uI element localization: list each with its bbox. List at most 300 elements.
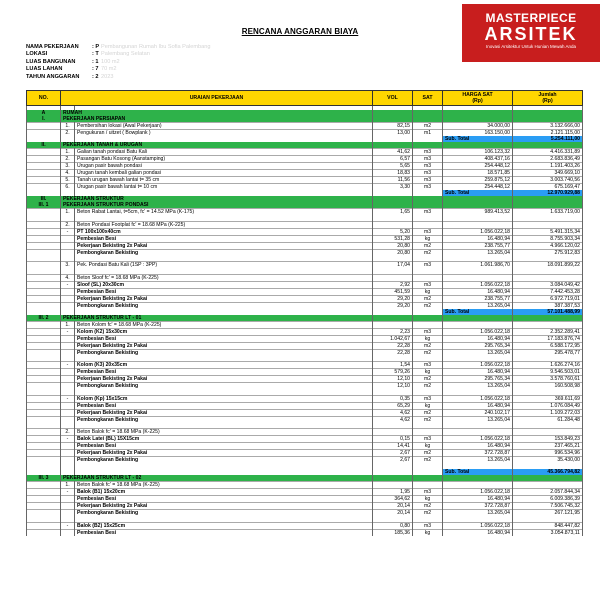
row-no-cell: [27, 321, 61, 328]
item-total: 3.054.873,11: [513, 529, 583, 536]
item-total: 267.121,95: [513, 510, 583, 517]
subtotal-label: Sub. Total: [443, 469, 513, 475]
row-no-cell: [27, 436, 61, 443]
info-row: [26, 44, 210, 51]
item-total: 61.284,48: [513, 416, 583, 423]
table-row: [27, 123, 583, 130]
item-volume: 579,26: [373, 369, 413, 376]
item-volume: 18,83: [373, 170, 413, 177]
item-volume: 4,62: [373, 409, 413, 416]
item-volume: 12,10: [373, 383, 413, 390]
section-title: PEKERJAAN PERSIAPAN: [61, 116, 373, 123]
item-unit: m3: [413, 163, 443, 170]
item-number: 1.: [61, 149, 75, 156]
row-no-cell: [27, 369, 61, 376]
info-value: Pembangunan Rumah Ibu Sofia Palembang: [101, 44, 211, 50]
table-row: [27, 288, 583, 295]
table-row: [27, 529, 583, 536]
item-volume: 2,23: [373, 328, 413, 335]
row-no-cell: [27, 395, 61, 402]
item-unit-price: 259.875,12: [443, 177, 513, 184]
info-row: [26, 51, 210, 58]
item-unit: m2: [413, 242, 443, 249]
item-unit: m2: [413, 409, 443, 416]
item-unit: m3: [413, 489, 443, 496]
item-unit-price: 163.150,00: [443, 130, 513, 137]
item-volume: 65,29: [373, 402, 413, 409]
budget-table: [26, 90, 583, 536]
item-unit-price: 34.000,00: [443, 123, 513, 130]
row-no-cell: [27, 295, 61, 302]
item-number: [61, 369, 75, 376]
row-no-cell: [27, 288, 61, 295]
item-unit: m2: [413, 302, 443, 309]
item-volume: 29,20: [373, 295, 413, 302]
item-number: -: [61, 395, 75, 402]
item-description: Beton Sloof fc' = 18.68 MPa (K-225): [75, 274, 373, 281]
item-description: Pembesian Besi: [75, 235, 373, 242]
item-unit-price: 1.056.022,18: [443, 436, 513, 443]
item-description: Pembongkaran Bekisting: [75, 510, 373, 517]
item-description: Pasangan Batu Kosong (Aanstamping): [75, 156, 373, 163]
item-description: Sloof (SL) 20x30cm: [75, 281, 373, 288]
item-description: Urugan pasir bawah lantai t= 10 cm: [75, 184, 373, 191]
item-unit-price: 13.265,04: [443, 510, 513, 517]
section-title: PEKERJAAN STRUKTUR LT - 01: [61, 315, 373, 322]
table-row: [27, 522, 583, 529]
section-number: III. 2: [27, 315, 61, 322]
item-unit-price: 13.265,04: [443, 349, 513, 356]
item-unit-price: 295.765,34: [443, 342, 513, 349]
item-unit-price: 16.480,94: [443, 335, 513, 342]
table-row: [27, 496, 583, 503]
row-no-cell: [27, 402, 61, 409]
item-unit-price: 16.480,94: [443, 288, 513, 295]
row-no-cell: [27, 335, 61, 342]
table-row: [27, 362, 583, 369]
item-unit: m2: [413, 510, 443, 517]
table-row: [27, 177, 583, 184]
item-description: Pembongkaran Bekisting: [75, 383, 373, 390]
item-volume: 451,59: [373, 288, 413, 295]
subtotal-label: Sub. Total: [443, 309, 513, 315]
item-unit: m3: [413, 149, 443, 156]
item-unit-price: [443, 429, 513, 436]
item-total: 2.121.115,00: [513, 130, 583, 137]
section-number: III.: [27, 196, 61, 202]
item-volume: 20,14: [373, 510, 413, 517]
item-description: Galian tanah pondasi Batu Kali: [75, 149, 373, 156]
item-unit: m3: [413, 362, 443, 369]
item-volume: 0,15: [373, 436, 413, 443]
item-number: [61, 443, 75, 450]
item-total: 6.009.386,39: [513, 496, 583, 503]
info-separator: : P: [92, 44, 100, 50]
item-unit: [413, 321, 443, 328]
item-description: Pembongkaran Bekisting: [75, 249, 373, 256]
item-description: Kolom (K3) 20x35cm: [75, 362, 373, 369]
item-total: [513, 429, 583, 436]
item-number: -: [61, 362, 75, 369]
item-unit: m3: [413, 522, 443, 529]
item-unit: m1: [413, 130, 443, 137]
item-description: Pembesian Besi: [75, 443, 373, 450]
row-no-cell: [27, 522, 61, 529]
item-volume: 20,80: [373, 249, 413, 256]
info-separator: : 7: [92, 66, 99, 73]
item-description: Pekerjaan Bekisting 2x Pakai: [75, 450, 373, 457]
item-volume: 82,15: [373, 123, 413, 130]
item-total: 996.534,96: [513, 450, 583, 457]
section-title: PEKERJAAN STRUKTUR LT - 02: [61, 475, 373, 482]
item-unit-price: 13.265,04: [443, 416, 513, 423]
item-total: 8.755.903,34: [513, 235, 583, 242]
item-unit-price: 240.102,17: [443, 409, 513, 416]
item-number: -: [61, 281, 75, 288]
table-row: [27, 221, 583, 228]
item-unit-price: 1.056.022,18: [443, 228, 513, 235]
item-unit: kg: [413, 335, 443, 342]
item-total: [513, 321, 583, 328]
item-volume: [373, 321, 413, 328]
item-total: 18.091.899,22: [513, 262, 583, 269]
item-description: Pembesian Besi: [75, 288, 373, 295]
item-volume: 2,92: [373, 281, 413, 288]
item-unit-price: 295.765,34: [443, 376, 513, 383]
table-row: [27, 274, 583, 281]
row-no-cell: [27, 529, 61, 536]
item-total: 1.633.719,00: [513, 209, 583, 216]
item-volume: 22,28: [373, 349, 413, 356]
item-description: Pembesian Besi: [75, 369, 373, 376]
item-total: 2.683.836,49: [513, 156, 583, 163]
section-number: II.: [27, 142, 61, 149]
item-description: Beton Kolom fc' = 18.68 MPa (K-225): [75, 321, 373, 328]
item-number: [61, 335, 75, 342]
item-unit-price: 13.265,04: [443, 383, 513, 390]
item-unit: m3: [413, 328, 443, 335]
item-volume: 3,30: [373, 184, 413, 191]
item-total: 1.076.084,49: [513, 402, 583, 409]
row-no-cell: [27, 450, 61, 457]
row-no-cell: [27, 376, 61, 383]
item-unit-price: 254.448,12: [443, 184, 513, 191]
item-unit: m2: [413, 342, 443, 349]
item-description: Pembesian Besi: [75, 496, 373, 503]
item-description: Beton Pondasi Footplat fc' = 18.68 MPa (K-225): [75, 221, 373, 228]
item-unit-price: 16.480,94: [443, 402, 513, 409]
item-unit-price: 989.413,52: [443, 209, 513, 216]
item-description: Pembongkaran Bekisting: [75, 416, 373, 423]
item-description: Pekerjaan Bekisting 2x Pakai: [75, 409, 373, 416]
item-description: Beton Balok fc' = 18.68 MPa (K-225): [75, 429, 373, 436]
item-total: 369.611,69: [513, 395, 583, 402]
item-unit-price: 16.480,94: [443, 496, 513, 503]
item-description: Pekerjaan Bekisting 2x Pakai: [75, 295, 373, 302]
item-unit: kg: [413, 529, 443, 536]
item-volume: 1,54: [373, 362, 413, 369]
item-unit-price: 16.480,94: [443, 369, 513, 376]
table-row: [27, 228, 583, 235]
item-description: Pekerjaan Bekisting 2x Pakai: [75, 376, 373, 383]
item-unit-price: [443, 274, 513, 281]
item-number: [61, 409, 75, 416]
item-unit: m3: [413, 184, 443, 191]
info-label: TAHUN ANGGARAN: [26, 73, 80, 80]
header-sat: SAT: [413, 91, 443, 106]
row-no-cell: [27, 274, 61, 281]
item-description: Pembesian Besi: [75, 335, 373, 342]
row-no-cell: [27, 228, 61, 235]
row-no-cell: [27, 362, 61, 369]
item-description: Pekerjaan Bekisting 2x Pakai: [75, 503, 373, 510]
row-no-cell: [27, 328, 61, 335]
item-description: Pembongkaran Bekisting: [75, 457, 373, 464]
item-volume: 6,57: [373, 156, 413, 163]
item-description: Pekerjaan Bekisting 2x Pakai: [75, 242, 373, 249]
row-no-cell: [27, 123, 61, 130]
table-row: [27, 242, 583, 249]
item-total: 3.084.049,42: [513, 281, 583, 288]
item-volume: 20,80: [373, 242, 413, 249]
item-unit: m3: [413, 209, 443, 216]
item-unit: m2: [413, 295, 443, 302]
table-row: [27, 156, 583, 163]
item-volume: 1,95: [373, 489, 413, 496]
table-row: [27, 409, 583, 416]
item-total: 237.465,21: [513, 443, 583, 450]
logo-tagline: Inovasi Arsitektur Untuk Hunian Mewah Anda: [485, 44, 577, 49]
item-unit: m3: [413, 228, 443, 235]
logo-line-1: MASTERPIECE: [485, 11, 577, 25]
row-no-cell: [27, 496, 61, 503]
item-unit: kg: [413, 369, 443, 376]
item-total: 2.352.289,41: [513, 328, 583, 335]
item-volume: [373, 274, 413, 281]
item-unit: m3: [413, 436, 443, 443]
item-number: 3.: [61, 163, 75, 170]
item-volume: [373, 429, 413, 436]
table-row: [27, 503, 583, 510]
section-title: PEKERJAAN STRUKTUR: [61, 196, 373, 202]
item-volume: 14,41: [373, 443, 413, 450]
item-number: [61, 295, 75, 302]
item-description: Pek. Pondasi Batu Kali (1SP : 3PP): [75, 262, 373, 269]
row-no-cell: [27, 235, 61, 242]
item-unit-price: 238.755,77: [443, 295, 513, 302]
section-title: RUMAH: [61, 110, 373, 117]
row-no-cell: [27, 170, 61, 177]
item-description: Beton Rabat Lantai, t=5cm, fc' = 14.52 MPa (K-175): [75, 209, 373, 216]
subtotal-value: 5.254.111,00: [513, 136, 583, 142]
table-row: [27, 489, 583, 496]
item-unit-price: [443, 221, 513, 228]
section-title: PEKERJAAN STRUKTUR PONDASI: [61, 202, 373, 209]
item-description: Kolom (K2) 15x30cm: [75, 328, 373, 335]
item-number: -: [61, 436, 75, 443]
item-total: 349.669,10: [513, 170, 583, 177]
item-number: 3.: [61, 262, 75, 269]
table-header: [27, 91, 583, 106]
info-separator: : 2: [92, 73, 99, 80]
item-number: 4.: [61, 274, 75, 281]
section-number: A: [27, 110, 61, 117]
item-total: 3.003.740,56: [513, 177, 583, 184]
item-unit: [413, 429, 443, 436]
table-row: [27, 436, 583, 443]
item-total: 275.912,83: [513, 249, 583, 256]
item-total: 35.430,00: [513, 457, 583, 464]
table-row: [27, 235, 583, 242]
item-unit-price: 1.056.022,18: [443, 281, 513, 288]
item-unit-price: 1.056.022,18: [443, 362, 513, 369]
item-description: Pembesian Besi: [75, 529, 373, 536]
item-volume: 41,62: [373, 149, 413, 156]
item-total: [513, 482, 583, 489]
item-total: 6.972.719,01: [513, 295, 583, 302]
item-number: [61, 503, 75, 510]
item-total: 675.169,47: [513, 184, 583, 191]
item-number: [61, 288, 75, 295]
item-total: [513, 221, 583, 228]
table-row: [27, 163, 583, 170]
item-total: 6.588.172,95: [513, 342, 583, 349]
item-unit-price: 13.265,04: [443, 302, 513, 309]
item-volume: 20,14: [373, 503, 413, 510]
item-total: 7.442.453,28: [513, 288, 583, 295]
item-description: Urugan pasir bawah pondasi: [75, 163, 373, 170]
item-number: [61, 342, 75, 349]
section-number: III. 3: [27, 475, 61, 482]
item-unit-price: 18.571,85: [443, 170, 513, 177]
row-no-cell: [27, 482, 61, 489]
document-title: RENCANA ANGGARAN BIAYA: [241, 27, 359, 36]
subtotal-label: Sub. Total: [443, 190, 513, 196]
item-total: 3.578.760,61: [513, 376, 583, 383]
item-unit-price: 16.480,94: [443, 529, 513, 536]
item-unit: m3: [413, 262, 443, 269]
table-row: [27, 342, 583, 349]
row-no-cell: [27, 503, 61, 510]
table-row: [27, 281, 583, 288]
item-unit: m3: [413, 156, 443, 163]
item-description: Pembongkaran Bekisting: [75, 302, 373, 309]
item-unit: m3: [413, 177, 443, 184]
table-row: [27, 170, 583, 177]
item-volume: 2,67: [373, 450, 413, 457]
subtotal-value: 45.366.794,82: [513, 469, 583, 475]
item-volume: 0,35: [373, 395, 413, 402]
row-no-cell: [27, 177, 61, 184]
item-unit-price: 106.123,32: [443, 149, 513, 156]
item-number: -: [61, 522, 75, 529]
item-volume: 22,28: [373, 342, 413, 349]
item-unit-price: 372.728,87: [443, 503, 513, 510]
item-number: [61, 235, 75, 242]
item-volume: 531,28: [373, 235, 413, 242]
item-unit-price: 13.265,04: [443, 249, 513, 256]
item-description: Tanah urugan bawah lantai t= 35 cm: [75, 177, 373, 184]
item-number: 5.: [61, 177, 75, 184]
item-volume: 2,67: [373, 457, 413, 464]
item-number: [61, 450, 75, 457]
item-total: 1.626.274,16: [513, 362, 583, 369]
row-no-cell: [27, 242, 61, 249]
table-row: [27, 149, 583, 156]
info-value: 70 m2: [101, 66, 117, 73]
item-volume: 1.042,67: [373, 335, 413, 342]
item-description: Balok (B1) 15x20cm: [75, 489, 373, 496]
item-unit: kg: [413, 288, 443, 295]
info-row: [26, 66, 210, 73]
item-number: -: [61, 228, 75, 235]
subtotal-value: 12.970.929,88: [513, 190, 583, 196]
item-total: 295.478,77: [513, 349, 583, 356]
info-separator: : T: [92, 51, 99, 58]
info-label: LUAS LAHAN: [26, 66, 63, 73]
item-description: Balok Latei (BL) 15X15cm: [75, 436, 373, 443]
item-unit-price: 1.056.022,18: [443, 522, 513, 529]
item-volume: [373, 221, 413, 228]
item-number: 1.: [61, 482, 75, 489]
item-unit-price: 16.480,94: [443, 443, 513, 450]
item-description: Balok (B2) 15x25cm: [75, 522, 373, 529]
item-unit: m2: [413, 416, 443, 423]
row-no-cell: [27, 429, 61, 436]
item-unit: kg: [413, 402, 443, 409]
item-number: 4.: [61, 170, 75, 177]
item-unit: m2: [413, 457, 443, 464]
item-number: 2.: [61, 221, 75, 228]
item-volume: 364,62: [373, 496, 413, 503]
item-volume: 17,04: [373, 262, 413, 269]
item-total: 2.057.844,34: [513, 489, 583, 496]
subtotal-value: 57.101.488,99: [513, 309, 583, 315]
row-no-cell: [27, 443, 61, 450]
item-unit: m2: [413, 450, 443, 457]
item-unit: kg: [413, 443, 443, 450]
item-total: 387.387,53: [513, 302, 583, 309]
header-harga: HARGA SAT (Rp): [443, 91, 513, 106]
item-unit-price: 408.437,16: [443, 156, 513, 163]
header-vol: VOL: [373, 91, 413, 106]
item-number: -: [61, 328, 75, 335]
item-number: 1.: [61, 123, 75, 130]
item-description: PT 100x100x40cm: [75, 228, 373, 235]
item-number: 2.: [61, 156, 75, 163]
item-total: 7.506.745,32: [513, 503, 583, 510]
item-number: [61, 529, 75, 536]
project-info: [26, 44, 210, 81]
item-unit-price: 1.056.022,18: [443, 328, 513, 335]
item-volume: 13,00: [373, 130, 413, 137]
item-unit: m3: [413, 395, 443, 402]
item-number: 2.: [61, 130, 75, 137]
row-no-cell: [27, 149, 61, 156]
item-number: 1.: [61, 321, 75, 328]
item-volume: 185,36: [373, 529, 413, 536]
item-volume: 5,20: [373, 228, 413, 235]
header-no: NO.: [27, 91, 61, 106]
item-total: 9.546.503,01: [513, 369, 583, 376]
item-volume: 29,20: [373, 302, 413, 309]
item-total: 3.132.666,00: [513, 123, 583, 130]
table-row: [27, 443, 583, 450]
item-volume: 11,56: [373, 177, 413, 184]
item-unit: m2: [413, 349, 443, 356]
item-number: [61, 376, 75, 383]
item-number: [61, 496, 75, 503]
